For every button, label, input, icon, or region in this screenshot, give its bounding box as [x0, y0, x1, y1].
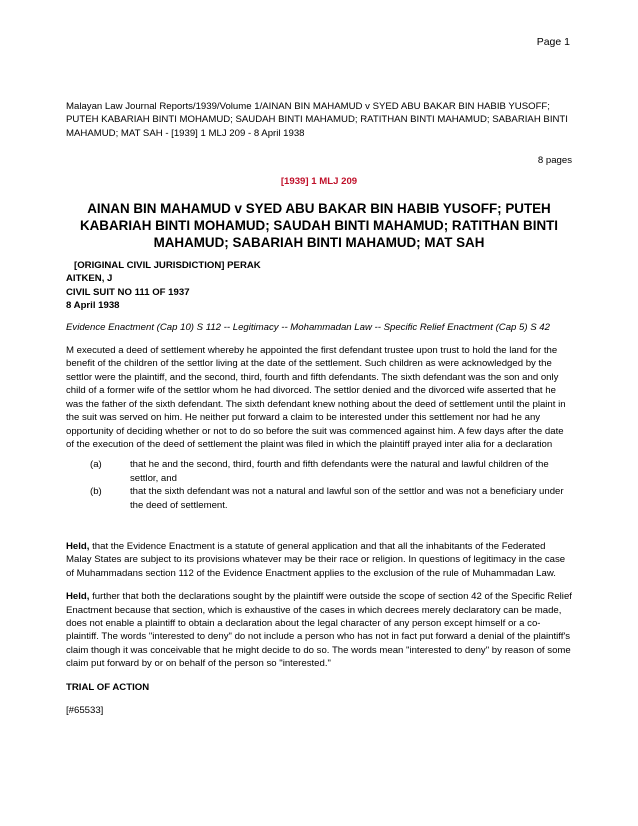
declarations-list — [66, 458, 572, 512]
reference-id: [#65533] — [66, 705, 104, 716]
declaration-text: that the sixth defendant was not a natural and lawful son of the settlor and was not a beneficiary under the deed of settlement. — [130, 486, 564, 511]
holding-text: further that both the declarations sought by the plaintiff were outside the scope of section 42 of the Specific Relief Enactment because that section, which is exhaustive of the cases in which decrees merely declaratory can be made, does not enable a plaintiff to obtain a declaration about the legal character of any person except himself or a co-plaintiff. The words "interested to deny" do not include a person who has not in fact put forward a denial of the plaintiff's claim though it was conceivable that he might decide to do so. The words mean "interested to deny" by reason of some claim put forward by or on behalf of the person so "interested." — [66, 591, 572, 670]
decision-date: 8 April 1938 — [66, 300, 120, 312]
case-title: AINAN BIN MAHAMUD v SYED ABU BAKAR BIN HABIB YUSOFF; PUTEH KABARIAH BINTI MOHAMUD; SAUDAH BINTI MAHAMUD; RATITHAN BINTI MAHAMUD; SABARIAH BINTI MAHAMUD; MAT SAH — [79, 201, 559, 251]
judge: AITKEN, J — [66, 273, 113, 285]
holding-lead: Held, — [66, 591, 90, 603]
case-meta — [66, 259, 572, 313]
catchwords: Evidence Enactment (Cap 10) S 112 -- Legitimacy -- Mohammadan Law -- Specific Relief Enactment (Cap 5) S 42 — [66, 321, 550, 333]
holding-paragraph — [66, 590, 572, 670]
headnote: M executed a deed of settlement whereby he appointed the first defendant trustee upon trust to hold the land for the benefit of the children of the settlor living at the date of the settlement. Such children as were acknowledged by the settlor were the plaintiff, and the second, third, fourth and fifth defendants. The sixth defendant was the son and only child of a former wife of the settlor whom he had divorced. The settlor denied and the divorced wife asserted that he was the father of the sixth defendant. The sixth defendant knew nothing about the deed of settlement until the plaint in the suit was served on him. He neither put forward a claim to be interested under this settlement nor had he any opportunity of deciding whether or not to do so before the suit was commenced against him. A few days after the date of the execution of the deed of settlement the plaint was filed in which the plaintiff prayed inter alia for a declaration — [66, 345, 566, 450]
mlj-reference-link[interactable]: [1939] 1 MLJ 209 — [280, 175, 358, 187]
declaration-text: that he and the second, third, fourth and fifth defendants were the natural and lawful children of the settlor, and — [130, 459, 549, 484]
page-count: 8 pages — [537, 155, 572, 167]
holding-text: that the Evidence Enactment is a statute of general application and that all the inhabitants of the Federated Malay States are subject to its provisions whatever may be their race or religion. In questions of legitimacy in the case of Muhammadans section 112 of the Evidence Enactment applies to the exclusion of the rule of Muhammadan Law. — [66, 540, 566, 579]
holding-paragraph — [66, 540, 572, 580]
declaration-label: (a) — [90, 459, 102, 471]
page-number: Page 1 — [536, 36, 570, 48]
citation-line: Malayan Law Journal Reports/1939/Volume 1/AINAN BIN MAHAMUD v SYED ABU BAKAR BIN HABIB YUSOFF; PUTEH KABARIAH BINTI MOHAMUD; SAUDAH BINTI MAHAMUD; RATITHAN BINTI MAHAMUD; SABARIAH BINTI MAHAMUD; MAT SAH - [1939] 1 MLJ 209 - 8 April 1938 — [66, 101, 568, 139]
holding-lead: Held, — [66, 540, 90, 552]
suit-number: CIVIL SUIT NO 111 OF 1937 — [66, 286, 190, 298]
declaration-label: (b) — [90, 486, 102, 498]
document-body — [66, 100, 572, 717]
jurisdiction: [ORIGINAL CIVIL JURISDICTION] PERAK — [74, 260, 261, 272]
declaration-item — [90, 485, 572, 512]
declaration-item — [90, 458, 572, 485]
section-heading: TRIAL OF ACTION — [66, 681, 150, 693]
